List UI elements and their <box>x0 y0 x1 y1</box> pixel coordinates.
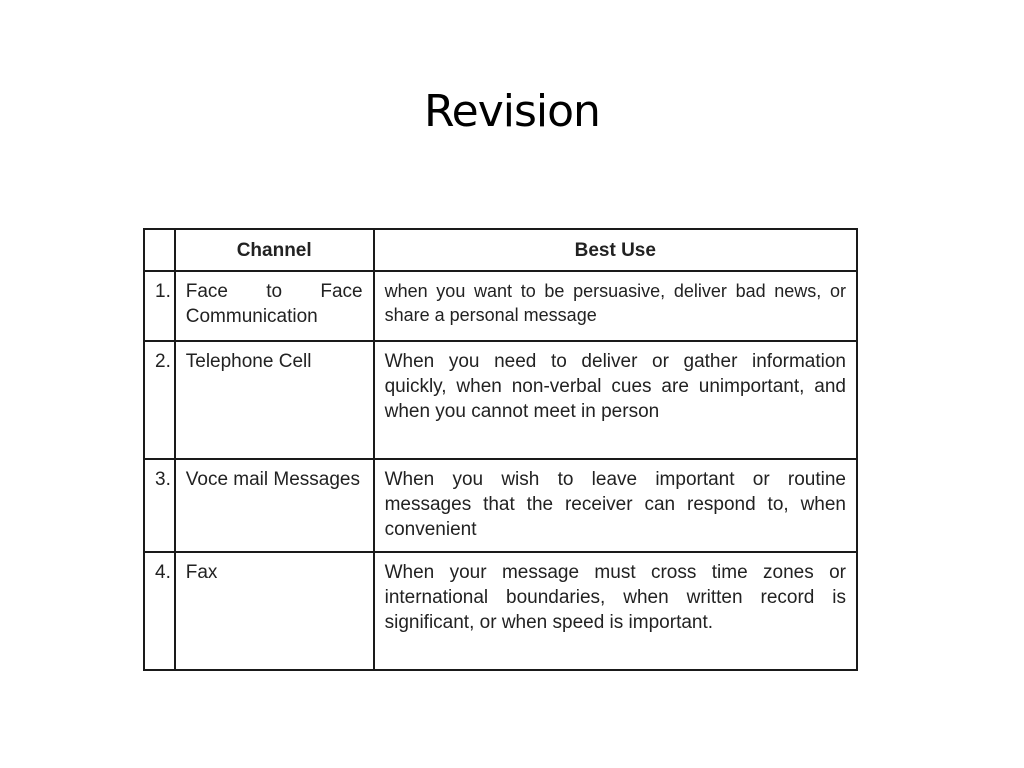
row-best-use: When you need to deliver or gather information quickly, when non-verbal cues are unimportant, and when you cannot meet in person <box>374 341 857 459</box>
row-channel: Telephone Cell <box>175 341 374 459</box>
table-row <box>144 552 857 670</box>
row-best-use: When your message must cross time zones or international boundaries, when written record is significant, or when speed is important. <box>374 552 857 670</box>
row-best-use: when you want to be persuasive, deliver bad news, or share a personal message <box>374 271 857 341</box>
table-row <box>144 459 857 552</box>
header-number <box>144 229 175 271</box>
row-number: 1. <box>144 271 175 341</box>
header-channel: Channel <box>175 229 374 271</box>
row-number: 2. <box>144 341 175 459</box>
slide-title: Revision <box>424 86 600 137</box>
table-header-row <box>144 229 857 271</box>
row-channel: Voce mail Messages <box>175 459 374 552</box>
channel-table-container <box>143 228 858 671</box>
header-best-use: Best Use <box>374 229 857 271</box>
row-channel: Face to Face Communication <box>175 271 374 341</box>
row-channel: Fax <box>175 552 374 670</box>
table-row <box>144 341 857 459</box>
table-row <box>144 271 857 341</box>
row-number: 3. <box>144 459 175 552</box>
row-best-use: When you wish to leave important or routine messages that the receiver can respond to, when convenient <box>374 459 857 552</box>
row-number: 4. <box>144 552 175 670</box>
channel-table <box>143 228 858 671</box>
